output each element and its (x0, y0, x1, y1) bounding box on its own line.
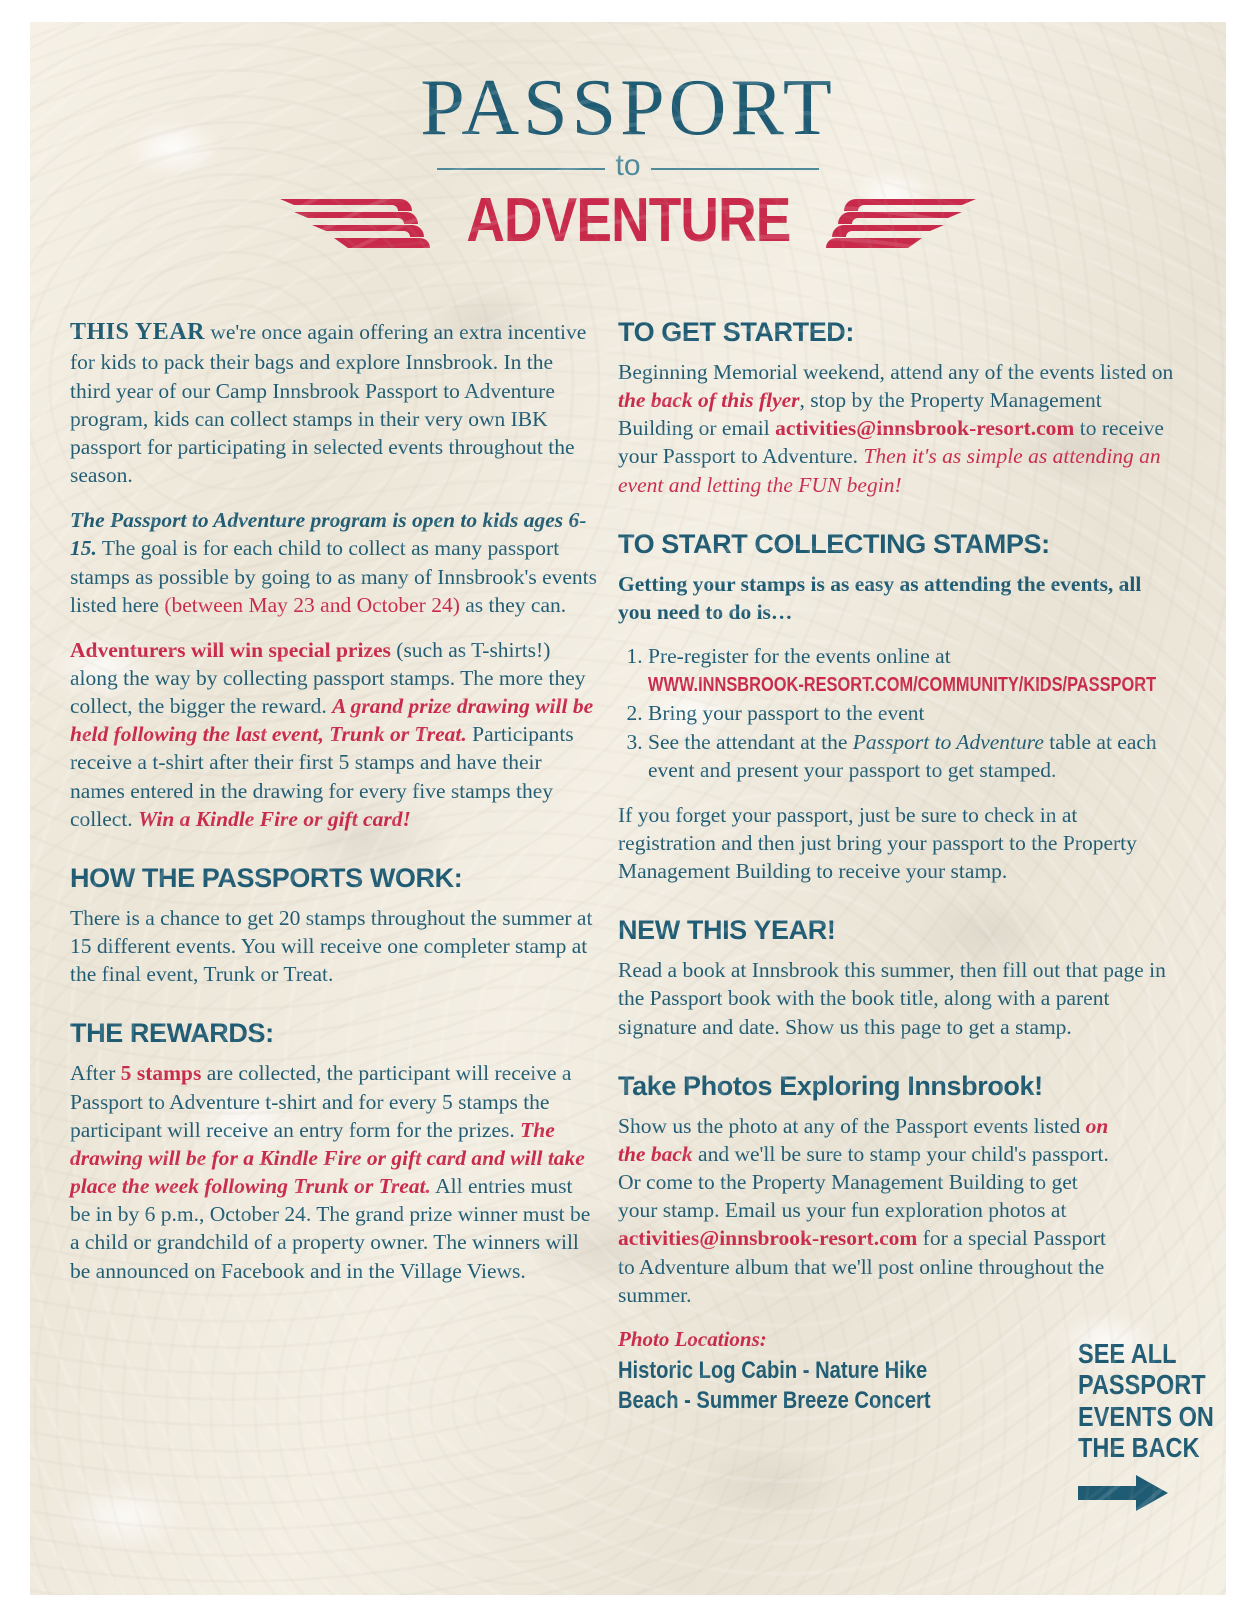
started-seg3: to receive your Passport to Adventure. (618, 416, 1164, 469)
rewards-seg3: All entries must be in by 6 p.m., October 24. The grand prize winner must be a child or grandchild of a property owner. The winners will be announced on Facebook and in the Village Views. (70, 1174, 591, 1283)
paragraph-prizes-seg2: Participants receive a t-shirt after their first 5 stamps and have their names entered in the drawing for every five stamps they collect. (70, 722, 574, 831)
then-its-simple-note: Then it's as simple as attending an event and letting the FUN begin! (618, 444, 1161, 497)
photo-location-1: Historic Log Cabin - Nature Hike (618, 1356, 928, 1384)
callout-line-4: THE BACK (1078, 1432, 1200, 1464)
list-item (648, 729, 1178, 785)
lead-special-prizes: Adventurers will win special prizes (70, 637, 391, 662)
title-passport: PASSPORT (420, 64, 836, 152)
left-column (70, 317, 598, 1302)
list-item (648, 643, 1178, 699)
lead-this-year: THIS YEAR (70, 319, 205, 345)
paragraph-prizes (70, 636, 598, 833)
kindle-fire-note: Win a Kindle Fire or gift card! (138, 806, 411, 831)
step-2-text: Bring your passport to the event (648, 700, 925, 725)
title-adventure: ADVENTURE (465, 186, 791, 255)
callout-line-1: SEE ALL (1078, 1338, 1177, 1369)
flyer-page (30, 22, 1226, 1595)
paragraph-ages-mid: The goal is for each child to collect as many passport stamps as possible by going to as many of Innsbrook's events listed here (70, 536, 597, 617)
right-column (618, 317, 1178, 1416)
passport-url-link[interactable]: WWW.INNSBROOK-RESORT.COM/COMMUNITY/KIDS/PASSPORT (648, 674, 1157, 697)
started-seg2: , stop by the Property Management Building or email (618, 388, 1102, 441)
drawing-note: The drawing will be for a Kindle Fire or gift card and will take place the week following Trunk or Treat. (70, 1117, 585, 1199)
paragraph-take-photos (618, 1112, 1114, 1309)
rewards-seg1: After (70, 1061, 121, 1086)
title-connector-row (30, 149, 1226, 184)
paragraph-how-passports-work: There is a chance to get 20 stamps throughout the summer at 15 different events. You will receive one completer stamp at the final event, Trunk or Treat. (70, 905, 593, 987)
heading-take-photos: Take Photos Exploring Innsbrook! (618, 1070, 1043, 1101)
arrow-right-icon (1078, 1473, 1208, 1518)
paragraph-to-get-started (618, 358, 1178, 499)
paragraph-new-this-year: Read a book at Innsbrook this summer, then fill out that page in the Passport book with the book title, along with a parent signature and date. Show us this page to get a stamp. (618, 958, 1166, 1039)
steps-list (618, 643, 1178, 785)
wing-left-icon (278, 192, 438, 250)
heading-start-collecting-stamps: TO START COLLECTING STAMPS: (618, 528, 1050, 559)
heading-how-passports-work: HOW THE PASSPORTS WORK: (70, 862, 463, 893)
photos-seg2: and we'll be sure to stamp your child's passport. Or come to the Property Management Building to get your stamp. Email us your fun exploration photos at (618, 1141, 1109, 1223)
heading-the-rewards: THE REWARDS: (70, 1018, 274, 1049)
step-3-text-pre: See the attendant at the (648, 729, 853, 754)
started-seg1: Beginning Memorial weekend, attend any of the events listed on (618, 360, 1174, 384)
callout-line-3: EVENTS ON (1078, 1400, 1214, 1432)
lead-program-open: The Passport to Adventure program is open to kids ages 6-15. (70, 508, 587, 561)
callout-line-2: PASSPORT (1078, 1369, 1206, 1401)
heading-to-get-started: TO GET STARTED: (618, 317, 854, 347)
see-all-events-callout (1078, 1338, 1214, 1518)
date-range: (between May 23 and October 24) (164, 592, 460, 617)
photo-location-2: Beach - Summer Breeze Concert (618, 1386, 931, 1414)
title-connector: to (615, 149, 641, 182)
wing-right-icon (818, 192, 978, 250)
masthead (30, 64, 1226, 255)
step-3-text-post: table at each event and present your passport to get stamped. (648, 729, 1157, 782)
paragraph-this-year (70, 317, 598, 489)
paragraph-ages (70, 506, 598, 619)
stamps-intro: Getting your stamps is as easy as attending the events, all you need to do is… (618, 571, 1142, 624)
heading-new-this-year: NEW THIS YEAR! (618, 915, 836, 946)
grand-prize-note: A grand prize drawing will be held following the last event, Trunk or Treat. (70, 694, 594, 747)
step-1-text: Pre-register for the events online at (648, 644, 951, 669)
divider-rule-right (651, 168, 819, 170)
paragraph-this-year-rest: we're once again offering an extra incentive for kids to pack their bags and explore Innsbrook. In the third year of our Camp Innsbrook Passport to Adventure program, kids can collect stamps in their very own IBK passport for participating in selected events throughout the season. (70, 320, 587, 488)
photos-seg3: for a special Passport to Adventure album that we'll post online throughout the summer. (618, 1226, 1106, 1307)
paragraph-ages-tail: as they can. (459, 592, 567, 617)
title-adventure-row (30, 186, 1226, 255)
email-link-photos[interactable]: activities@innsbrook-resort.com (618, 1226, 918, 1251)
paragraph-rewards (70, 1059, 598, 1284)
paragraph-forgot-passport: If you forget your passport, just be sure to check in at registration and then just bring your passport to the Property Management Building to receive your stamp. (618, 802, 1137, 884)
divider-rule-left (437, 168, 605, 170)
back-of-flyer-highlight: the back of this flyer (618, 388, 800, 413)
photo-locations-label: Photo Locations: (618, 1326, 767, 1351)
email-link-started[interactable]: activities@innsbrook-resort.com (775, 416, 1075, 441)
on-the-back-highlight: on the back (618, 1113, 1109, 1166)
photos-seg1: Show us the photo at any of the Passport events listed (618, 1113, 1086, 1138)
paragraph-prizes-seg1: (such as T-shirts!) along the way by collecting passport stamps. The more they collect, the bigger the reward. (70, 637, 586, 719)
step-3-italic: Passport to Adventure (852, 729, 1044, 754)
list-item (648, 700, 1178, 728)
five-stamps-highlight: 5 stamps (120, 1061, 202, 1086)
rewards-seg2: are collected, the participant will receive a Passport to Adventure t-shirt and for every 5 stamps the participant will receive an entry form for the prizes. (70, 1061, 572, 1142)
